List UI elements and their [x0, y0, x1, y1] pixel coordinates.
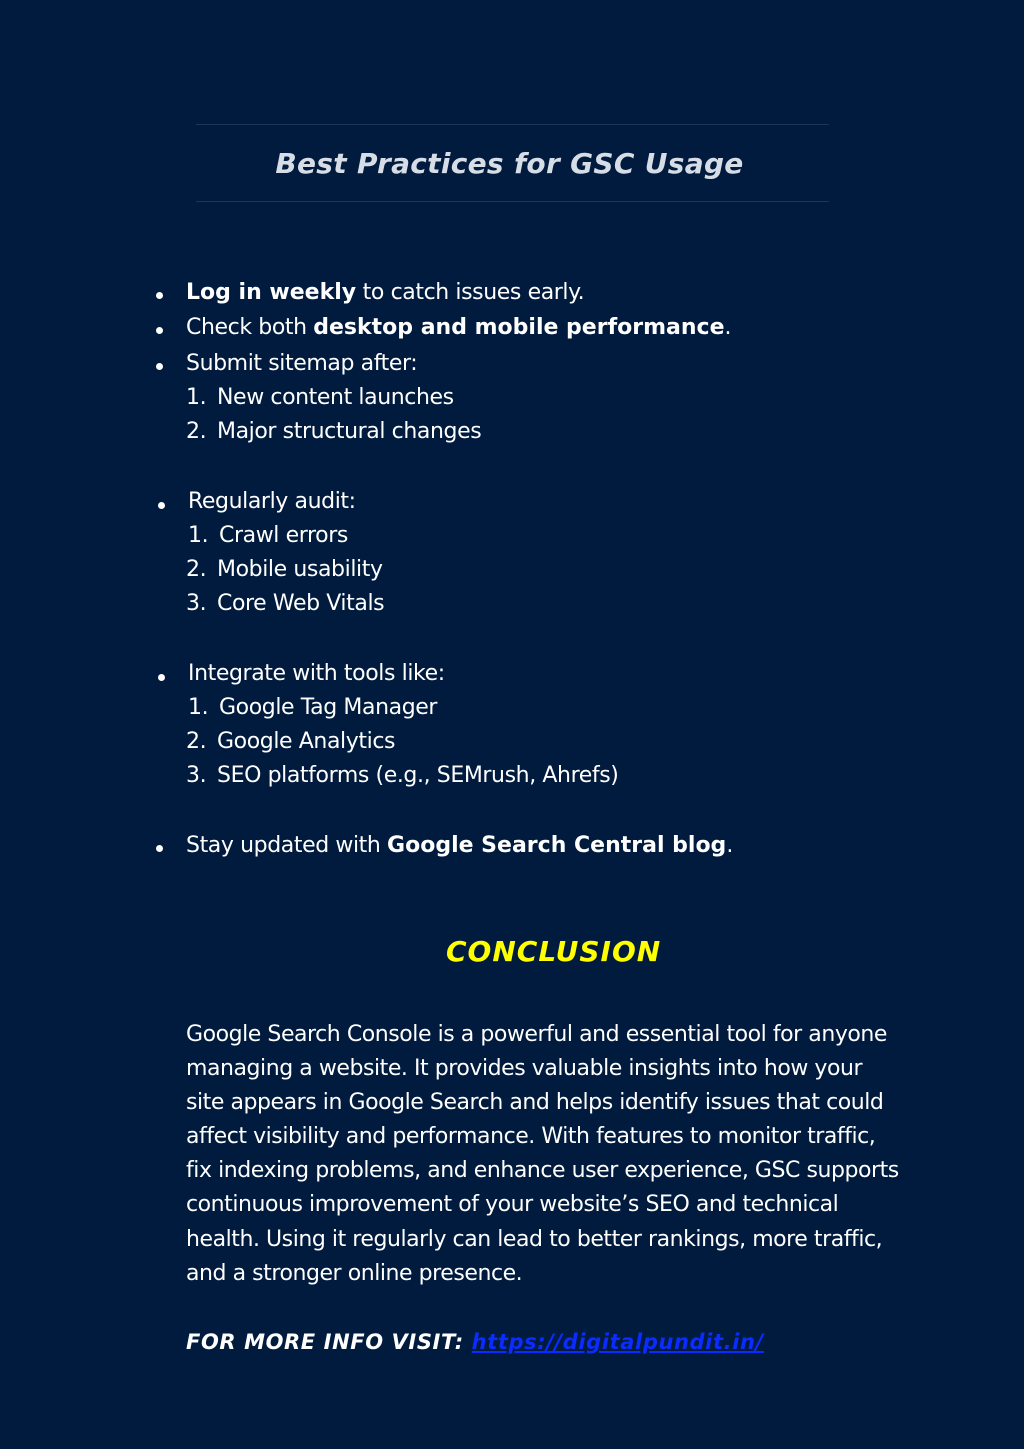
item-bold: Google Search Central blog: [387, 833, 727, 858]
list-item: [186, 276, 584, 310]
sub-list-item: 1. Crawl errors: [188, 523, 348, 548]
bullet-icon: [158, 502, 165, 509]
list-item: Integrate with tools like:: [188, 661, 445, 686]
bullet-icon: [156, 292, 163, 299]
sub-list-item: 3. Core Web Vitals: [186, 591, 385, 616]
item-bold: desktop and mobile performance: [313, 315, 725, 340]
conclusion-heading: CONCLUSION: [446, 935, 662, 968]
sub-list-item: 2. Google Analytics: [186, 729, 396, 754]
bullet-icon: [156, 327, 163, 334]
more-info-line: [186, 1325, 764, 1359]
item-text: Stay updated with: [186, 833, 388, 858]
title-box: [196, 124, 829, 202]
bullet-icon: [156, 363, 163, 370]
sub-list-item: 2. Mobile usability: [186, 557, 383, 582]
list-item: Submit sitemap after:: [186, 351, 418, 376]
conclusion-paragraph: Google Search Console is a powerful and essential tool for anyone managing a website. It provides valuable insights into how your site appears in Google Search and helps identify issues that could affect visibility and performance. With features to monitor traffic, fix indexing problems, and enhance user experience, GSC supports continuous improvement of your website’s SEO and technical health. Using it regularly can lead to better rankings, more traffic, and a stronger online presence.: [186, 1022, 899, 1286]
website-link[interactable]: https://digitalpundit.in/: [471, 1330, 764, 1354]
more-info-label: FOR MORE INFO VISIT:: [186, 1330, 472, 1354]
list-item: [186, 311, 731, 345]
item-text: .: [726, 833, 733, 858]
sub-list-item: 1. Google Tag Manager: [188, 695, 438, 720]
bullet-icon: [156, 845, 163, 852]
sub-list-item: 3. SEO platforms (e.g., SEMrush, Ahrefs): [186, 763, 619, 788]
list-item: [186, 829, 733, 863]
item-text: .: [724, 315, 732, 340]
bullet-icon: [158, 674, 165, 681]
item-text: Check both: [186, 315, 314, 340]
sub-list-item: 1. New content launches: [186, 385, 454, 410]
list-item: Regularly audit:: [188, 489, 356, 514]
item-bold: Log in weekly: [186, 280, 357, 305]
page-title: Best Practices for GSC Usage: [275, 146, 744, 180]
item-text: to catch issues early.: [356, 280, 585, 305]
sub-list-item: 2. Major structural changes: [186, 419, 482, 444]
